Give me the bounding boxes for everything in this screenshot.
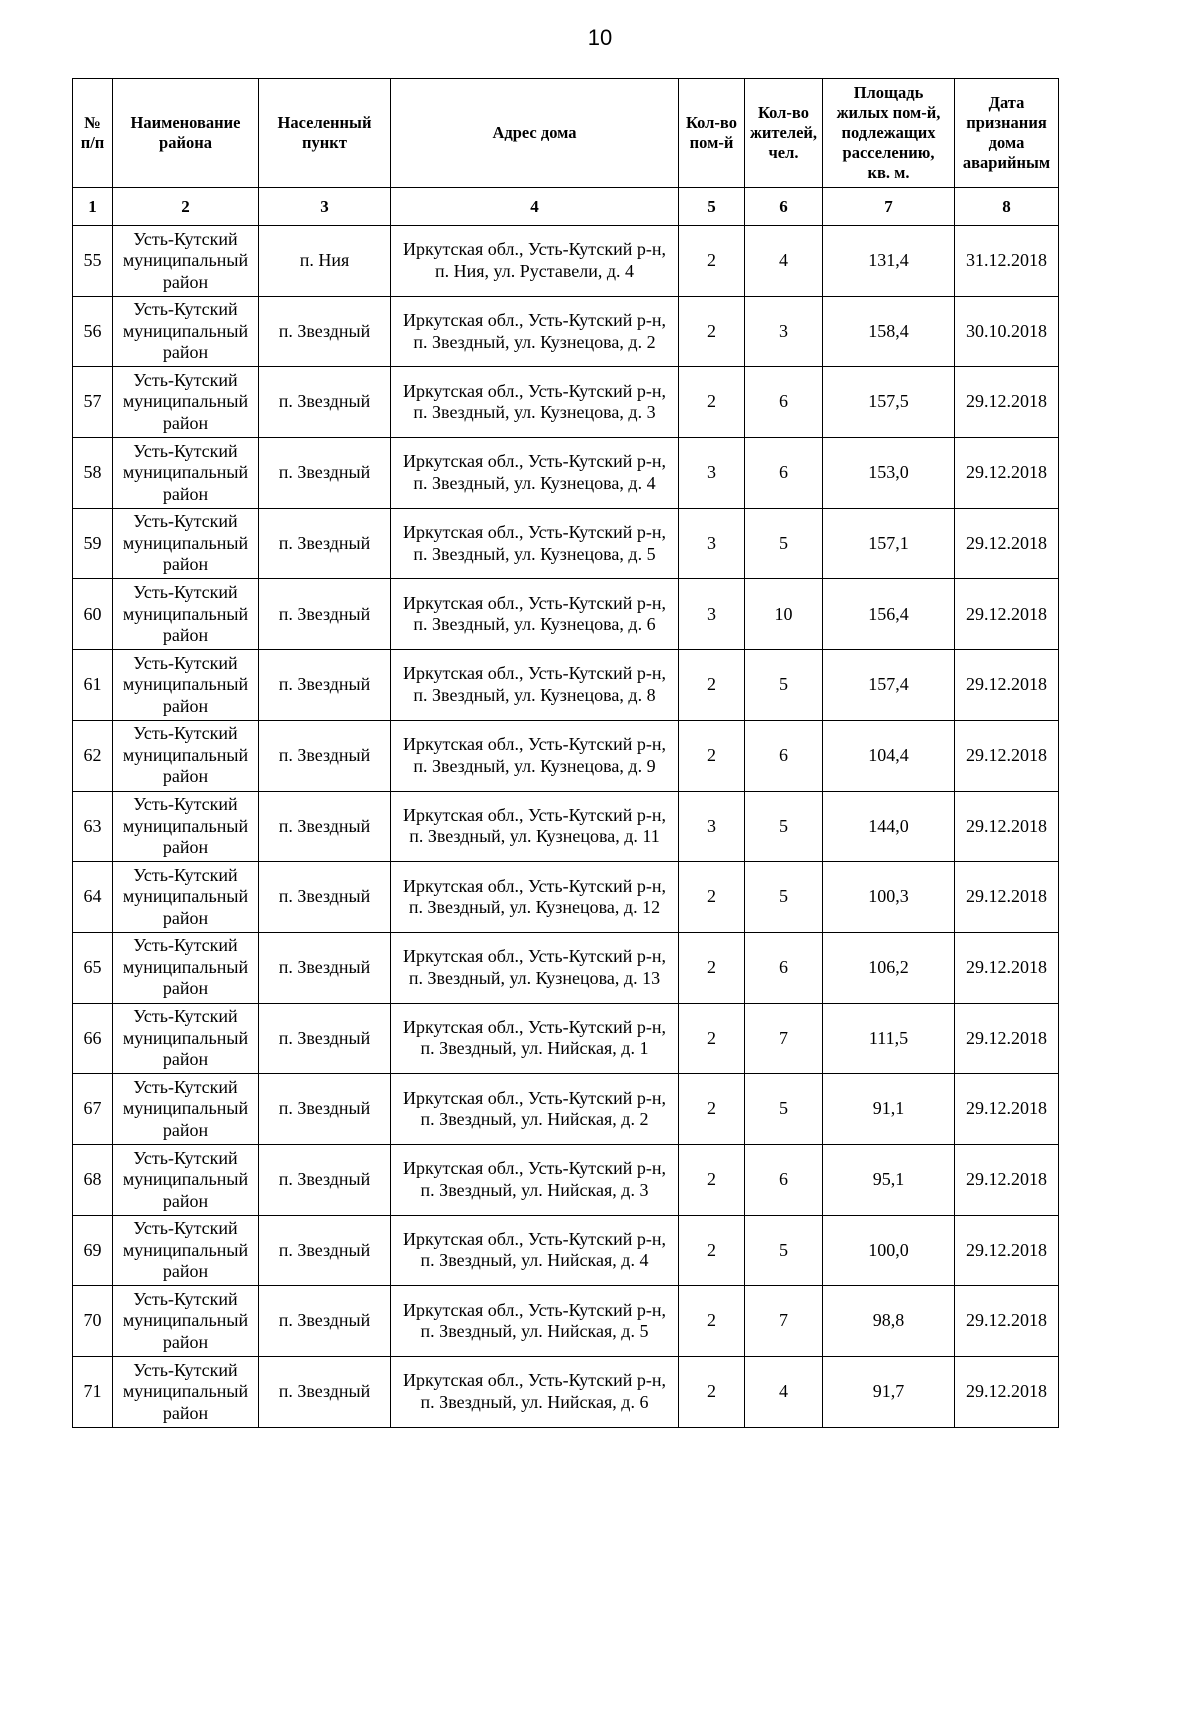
table-row	[73, 1144, 1059, 1215]
table-row	[73, 296, 1059, 367]
cell-area: 157,1	[823, 508, 955, 579]
table-head	[73, 79, 1059, 226]
cell-area: 91,1	[823, 1074, 955, 1145]
cell-date: 31.12.2018	[955, 226, 1059, 297]
cell-row-number: 58	[73, 438, 113, 509]
cell-area: 144,0	[823, 791, 955, 862]
column-number-cell: 6	[745, 188, 823, 226]
cell-settlement: п. Звездный	[259, 1144, 391, 1215]
cell-district: Усть-Кутский муниципальный район	[113, 1003, 259, 1074]
table-row	[73, 862, 1059, 933]
emergency-housing-table	[72, 78, 1059, 1428]
page-number: 10	[587, 25, 613, 50]
cell-residents-count: 5	[745, 650, 823, 721]
cell-settlement: п. Ния	[259, 226, 391, 297]
cell-address: Иркутская обл., Усть-Кутский р-н, п. Звездный, ул. Кузнецова, д. 12	[391, 862, 679, 933]
cell-date: 29.12.2018	[955, 438, 1059, 509]
cell-district: Усть-Кутский муниципальный район	[113, 650, 259, 721]
cell-area: 157,5	[823, 367, 955, 438]
cell-settlement: п. Звездный	[259, 650, 391, 721]
cell-row-number: 64	[73, 862, 113, 933]
column-number-cell: 5	[679, 188, 745, 226]
cell-district: Усть-Кутский муниципальный район	[113, 1144, 259, 1215]
cell-district: Усть-Кутский муниципальный район	[113, 720, 259, 791]
cell-address: Иркутская обл., Усть-Кутский р-н, п. Звездный, ул. Кузнецова, д. 11	[391, 791, 679, 862]
table-row	[73, 1357, 1059, 1428]
cell-address: Иркутская обл., Усть-Кутский р-н, п. Звездный, ул. Кузнецова, д. 4	[391, 438, 679, 509]
cell-address: Иркутская обл., Усть-Кутский р-н, п. Звездный, ул. Нийская, д. 6	[391, 1357, 679, 1428]
cell-settlement: п. Звездный	[259, 862, 391, 933]
cell-premises-count: 2	[679, 1286, 745, 1357]
table-row	[73, 438, 1059, 509]
cell-residents-count: 4	[745, 226, 823, 297]
cell-premises-count: 3	[679, 579, 745, 650]
cell-settlement: п. Звездный	[259, 1074, 391, 1145]
cell-premises-count: 2	[679, 1074, 745, 1145]
cell-district: Усть-Кутский муниципальный район	[113, 296, 259, 367]
cell-premises-count: 2	[679, 932, 745, 1003]
table-row	[73, 579, 1059, 650]
column-number-cell: 4	[391, 188, 679, 226]
cell-settlement: п. Звездный	[259, 720, 391, 791]
column-number-cell: 7	[823, 188, 955, 226]
table-row	[73, 226, 1059, 297]
table-row	[73, 1215, 1059, 1286]
cell-date: 29.12.2018	[955, 932, 1059, 1003]
cell-date: 29.12.2018	[955, 720, 1059, 791]
cell-district: Усть-Кутский муниципальный район	[113, 1215, 259, 1286]
cell-area: 91,7	[823, 1357, 955, 1428]
cell-premises-count: 2	[679, 1003, 745, 1074]
header-district: Наименование района	[113, 79, 259, 188]
header-residents-count: Кол-во жителей, чел.	[745, 79, 823, 188]
cell-residents-count: 6	[745, 720, 823, 791]
cell-address: Иркутская обл., Усть-Кутский р-н, п. Звездный, ул. Кузнецова, д. 13	[391, 932, 679, 1003]
cell-district: Усть-Кутский муниципальный район	[113, 791, 259, 862]
cell-row-number: 66	[73, 1003, 113, 1074]
cell-premises-count: 2	[679, 650, 745, 721]
table-row	[73, 932, 1059, 1003]
table-row	[73, 791, 1059, 862]
cell-date: 29.12.2018	[955, 650, 1059, 721]
cell-residents-count: 6	[745, 438, 823, 509]
cell-premises-count: 2	[679, 367, 745, 438]
cell-area: 104,4	[823, 720, 955, 791]
cell-date: 29.12.2018	[955, 791, 1059, 862]
cell-district: Усть-Кутский муниципальный район	[113, 508, 259, 579]
cell-district: Усть-Кутский муниципальный район	[113, 367, 259, 438]
cell-area: 158,4	[823, 296, 955, 367]
column-number-cell: 3	[259, 188, 391, 226]
cell-premises-count: 2	[679, 226, 745, 297]
cell-row-number: 67	[73, 1074, 113, 1145]
cell-area: 98,8	[823, 1286, 955, 1357]
header-settlement: Населенный пункт	[259, 79, 391, 188]
cell-area: 100,0	[823, 1215, 955, 1286]
cell-date: 29.12.2018	[955, 1144, 1059, 1215]
cell-area: 111,5	[823, 1003, 955, 1074]
cell-premises-count: 3	[679, 791, 745, 862]
cell-settlement: п. Звездный	[259, 508, 391, 579]
cell-date: 30.10.2018	[955, 296, 1059, 367]
cell-settlement: п. Звездный	[259, 1003, 391, 1074]
cell-area: 157,4	[823, 650, 955, 721]
cell-premises-count: 2	[679, 296, 745, 367]
cell-date: 29.12.2018	[955, 1215, 1059, 1286]
cell-residents-count: 7	[745, 1003, 823, 1074]
cell-premises-count: 2	[679, 1144, 745, 1215]
table-row	[73, 720, 1059, 791]
cell-district: Усть-Кутский муниципальный район	[113, 932, 259, 1003]
cell-date: 29.12.2018	[955, 1003, 1059, 1074]
cell-area: 95,1	[823, 1144, 955, 1215]
cell-premises-count: 2	[679, 862, 745, 933]
cell-residents-count: 5	[745, 508, 823, 579]
cell-row-number: 70	[73, 1286, 113, 1357]
cell-address: Иркутская обл., Усть-Кутский р-н, п. Звездный, ул. Кузнецова, д. 2	[391, 296, 679, 367]
cell-row-number: 61	[73, 650, 113, 721]
header-date: Дата признания дома аварийным	[955, 79, 1059, 188]
header-address: Адрес дома	[391, 79, 679, 188]
cell-settlement: п. Звездный	[259, 367, 391, 438]
cell-district: Усть-Кутский муниципальный район	[113, 1286, 259, 1357]
cell-address: Иркутская обл., Усть-Кутский р-н, п. Звездный, ул. Нийская, д. 4	[391, 1215, 679, 1286]
column-number-row	[73, 188, 1059, 226]
cell-area: 153,0	[823, 438, 955, 509]
cell-premises-count: 3	[679, 438, 745, 509]
cell-residents-count: 10	[745, 579, 823, 650]
cell-area: 156,4	[823, 579, 955, 650]
cell-residents-count: 5	[745, 1074, 823, 1145]
cell-address: Иркутская обл., Усть-Кутский р-н, п. Звездный, ул. Нийская, д. 3	[391, 1144, 679, 1215]
cell-residents-count: 5	[745, 1215, 823, 1286]
cell-date: 29.12.2018	[955, 1286, 1059, 1357]
table-row	[73, 1074, 1059, 1145]
cell-date: 29.12.2018	[955, 579, 1059, 650]
cell-row-number: 71	[73, 1357, 113, 1428]
cell-date: 29.12.2018	[955, 508, 1059, 579]
table-row	[73, 508, 1059, 579]
cell-residents-count: 5	[745, 862, 823, 933]
cell-row-number: 69	[73, 1215, 113, 1286]
cell-row-number: 60	[73, 579, 113, 650]
table-row	[73, 1003, 1059, 1074]
cell-address: Иркутская обл., Усть-Кутский р-н, п. Звездный, ул. Кузнецова, д. 6	[391, 579, 679, 650]
table-row	[73, 1286, 1059, 1357]
cell-settlement: п. Звездный	[259, 438, 391, 509]
cell-premises-count: 2	[679, 1215, 745, 1286]
cell-district: Усть-Кутский муниципальный район	[113, 438, 259, 509]
cell-row-number: 57	[73, 367, 113, 438]
cell-row-number: 62	[73, 720, 113, 791]
cell-residents-count: 5	[745, 791, 823, 862]
cell-residents-count: 6	[745, 367, 823, 438]
cell-address: Иркутская обл., Усть-Кутский р-н, п. Ния, ул. Руставели, д. 4	[391, 226, 679, 297]
cell-row-number: 65	[73, 932, 113, 1003]
cell-row-number: 59	[73, 508, 113, 579]
cell-residents-count: 6	[745, 932, 823, 1003]
cell-date: 29.12.2018	[955, 367, 1059, 438]
cell-premises-count: 2	[679, 1357, 745, 1428]
table-row	[73, 650, 1059, 721]
table-row	[73, 367, 1059, 438]
cell-settlement: п. Звездный	[259, 1215, 391, 1286]
cell-area: 100,3	[823, 862, 955, 933]
cell-district: Усть-Кутский муниципальный район	[113, 1357, 259, 1428]
cell-row-number: 63	[73, 791, 113, 862]
cell-district: Усть-Кутский муниципальный район	[113, 226, 259, 297]
header-premises-count: Кол-во пом-й	[679, 79, 745, 188]
cell-settlement: п. Звездный	[259, 1357, 391, 1428]
cell-residents-count: 6	[745, 1144, 823, 1215]
cell-settlement: п. Звездный	[259, 1286, 391, 1357]
cell-premises-count: 3	[679, 508, 745, 579]
column-number-cell: 1	[73, 188, 113, 226]
cell-district: Усть-Кутский муниципальный район	[113, 579, 259, 650]
column-number-cell: 2	[113, 188, 259, 226]
column-number-cell: 8	[955, 188, 1059, 226]
cell-address: Иркутская обл., Усть-Кутский р-н, п. Звездный, ул. Кузнецова, д. 9	[391, 720, 679, 791]
cell-address: Иркутская обл., Усть-Кутский р-н, п. Звездный, ул. Нийская, д. 2	[391, 1074, 679, 1145]
table-body	[73, 226, 1059, 1428]
cell-row-number: 56	[73, 296, 113, 367]
cell-address: Иркутская обл., Усть-Кутский р-н, п. Звездный, ул. Нийская, д. 5	[391, 1286, 679, 1357]
cell-address: Иркутская обл., Усть-Кутский р-н, п. Звездный, ул. Кузнецова, д. 8	[391, 650, 679, 721]
cell-settlement: п. Звездный	[259, 296, 391, 367]
cell-address: Иркутская обл., Усть-Кутский р-н, п. Звездный, ул. Кузнецова, д. 3	[391, 367, 679, 438]
cell-settlement: п. Звездный	[259, 579, 391, 650]
header-area: Площадь жилых пом-й, подлежащих расселению, кв. м.	[823, 79, 955, 188]
cell-residents-count: 3	[745, 296, 823, 367]
cell-date: 29.12.2018	[955, 1357, 1059, 1428]
cell-district: Усть-Кутский муниципальный район	[113, 862, 259, 933]
cell-area: 106,2	[823, 932, 955, 1003]
cell-premises-count: 2	[679, 720, 745, 791]
cell-residents-count: 7	[745, 1286, 823, 1357]
cell-date: 29.12.2018	[955, 862, 1059, 933]
cell-row-number: 68	[73, 1144, 113, 1215]
cell-date: 29.12.2018	[955, 1074, 1059, 1145]
cell-settlement: п. Звездный	[259, 932, 391, 1003]
cell-district: Усть-Кутский муниципальный район	[113, 1074, 259, 1145]
cell-settlement: п. Звездный	[259, 791, 391, 862]
cell-address: Иркутская обл., Усть-Кутский р-н, п. Звездный, ул. Нийская, д. 1	[391, 1003, 679, 1074]
cell-address: Иркутская обл., Усть-Кутский р-н, п. Звездный, ул. Кузнецова, д. 5	[391, 508, 679, 579]
header-row	[73, 79, 1059, 188]
cell-area: 131,4	[823, 226, 955, 297]
cell-residents-count: 4	[745, 1357, 823, 1428]
cell-row-number: 55	[73, 226, 113, 297]
header-row-number: № п/п	[73, 79, 113, 188]
